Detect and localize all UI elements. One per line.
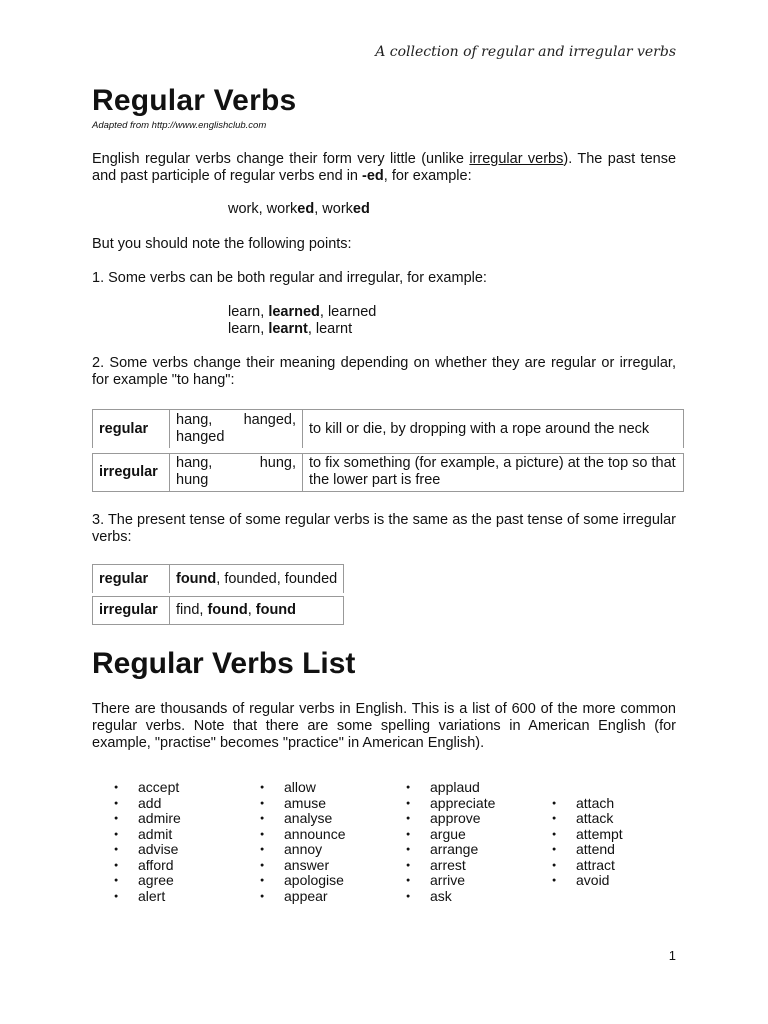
table-row: [93, 410, 684, 451]
table-row: [93, 451, 684, 492]
found-table: [92, 564, 344, 625]
example-learn: [92, 304, 676, 338]
document-body: [92, 84, 676, 904]
point-3: 3. The present tense of some regular verbs is the same as the past tense of some irregular verbs:: [92, 512, 676, 545]
list-item: ● attend: [530, 842, 676, 858]
list-item: ● alert: [92, 889, 238, 905]
table-cell-forms: hang, hung, hung: [170, 451, 303, 492]
list-item: ● attach: [530, 796, 676, 812]
list-item: ● agree: [92, 873, 238, 889]
list-item: ● appreciate: [384, 796, 530, 812]
list-item: ● accept: [92, 780, 238, 796]
verb-column: [384, 780, 530, 904]
list-item: ● afford: [92, 858, 238, 874]
verb-list: [92, 780, 676, 904]
list-item: ● amuse: [238, 796, 384, 812]
list-item: ● admire: [92, 811, 238, 827]
example-work: work, worked, worked: [228, 201, 370, 217]
list-item: ● analyse: [238, 811, 384, 827]
table-cell-meaning: to fix something (for example, a picture) at the top so that the lower part is free: [303, 451, 684, 492]
list-item: ● announce: [238, 827, 384, 843]
point-1: 1. Some verbs can be both regular and irregular, for example:: [92, 270, 487, 286]
list-item: ● answer: [238, 858, 384, 874]
list-item: ● attempt: [530, 827, 676, 843]
hang-table: [92, 409, 684, 492]
list-item: ● allow: [238, 780, 384, 796]
table-row: [93, 565, 344, 595]
list-item: ● approve: [384, 811, 530, 827]
list-item: ● add: [92, 796, 238, 812]
table-cell-forms: found, founded, founded: [170, 565, 344, 595]
table-cell-type: regular: [93, 565, 170, 595]
list-item: ● ask: [384, 889, 530, 905]
list-item: ● apologise: [238, 873, 384, 889]
section-title-verbs-list: Regular Verbs List: [92, 647, 356, 680]
running-header: A collection of regular and irregular verbs: [375, 44, 676, 60]
list-item: ● appear: [238, 889, 384, 905]
list-item: ● arrange: [384, 842, 530, 858]
verb-column: [92, 780, 238, 904]
irregular-verbs-link[interactable]: irregular verbs: [469, 151, 564, 167]
list-item: ● arrest: [384, 858, 530, 874]
table-cell-meaning: to kill or die, by dropping with a rope around the neck: [303, 410, 684, 451]
table-cell-type: irregular: [93, 595, 170, 625]
point-2: 2. Some verbs change their meaning depending on whether they are regular or irregular, for example "to hang":: [92, 355, 676, 388]
section-title-regular-verbs: Regular Verbs: [92, 84, 297, 117]
list-intro-paragraph: There are thousands of regular verbs in English. This is a list of 600 of the more common regular verbs. Note that there are some spelling variations in American English (for example, "practise" becomes "practice" in American English).: [92, 701, 676, 751]
list-item: ● advise: [92, 842, 238, 858]
table-cell-type: regular: [93, 410, 170, 451]
list-item: ● applaud: [384, 780, 530, 796]
verb-column: [530, 780, 676, 904]
list-item: ● argue: [384, 827, 530, 843]
list-item: ● annoy: [238, 842, 384, 858]
verb-column: [238, 780, 384, 904]
page-number: 1: [668, 948, 676, 963]
table-cell-type: irregular: [93, 451, 170, 492]
table-row: [93, 595, 344, 625]
list-item: ● attack: [530, 811, 676, 827]
table-cell-forms: find, found, found: [170, 595, 344, 625]
list-item: ● admit: [92, 827, 238, 843]
list-item: ● attract: [530, 858, 676, 874]
intro-paragraph: English regular verbs change their form very little (unlike irregular verbs). The past tense and past participle of regular verbs end in -ed, for example:: [92, 151, 677, 184]
note-paragraph: But you should note the following points:: [92, 236, 352, 252]
source-attribution: Adapted from http://www.englishclub.com: [92, 120, 267, 131]
example-learn-line: learn, learnt, learnt: [228, 321, 353, 337]
list-item: ● avoid: [530, 873, 676, 889]
list-item: ● arrive: [384, 873, 530, 889]
example-learn-line: learn, learned, learned: [228, 304, 377, 320]
table-cell-forms: hang, hanged, hanged: [170, 410, 303, 451]
